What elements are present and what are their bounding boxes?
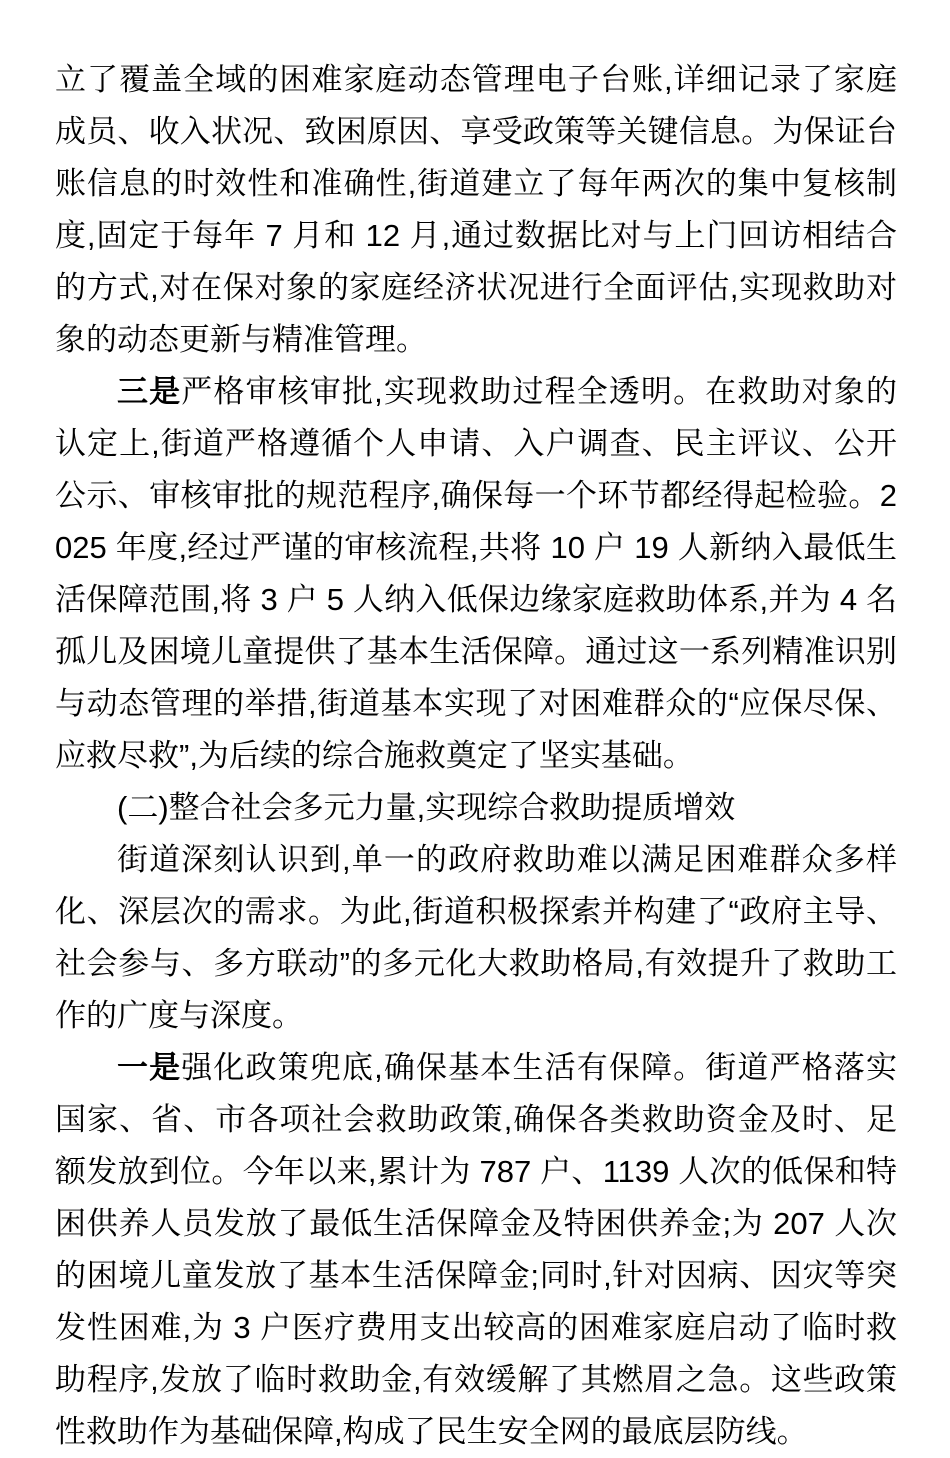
section-heading-two [55, 782, 897, 834]
paragraph-lead-label: 三是 [117, 374, 182, 409]
document-body [55, 54, 897, 1458]
paragraph-text: 强化政策兜底,确保基本生活有保障。街道严格落实国家、省、市各项社会救助政策,确保各类救助资金及时、足额发放到位。今年以来,累计为 787 户、1139 人次的低保和特困供养人员发放了最低生活保障金及特困供养金;为 207 人次的困境儿童发放了基本生活保障金;同时,针对因病、因灾等突发性困难,为 3 户医疗费用支出较高的困难家庭启动了临时救助程序,发放了临时救助金,有效缓解了其燃眉之急。这些政策性救助作为基础保障,构成了民生安全网的最底层防线。 [55, 1050, 897, 1449]
paragraph-policy-backstop [55, 1042, 897, 1458]
paragraph-text: 街道深刻认识到,单一的政府救助难以满足困难群众多样化、深层次的需求。为此,街道积极探索并构建了“政府主导、社会参与、多方联动”的多元化大救助格局,有效提升了救助工作的广度与深度。 [55, 842, 897, 1033]
paragraph-text: 严格审核审批,实现救助过程全透明。在救助对象的认定上,街道严格遵循个人申请、入户调查、民主评议、公开公示、审核审批的规范程序,确保每一个环节都经得起检验。2025 年度,经过严谨的审核流程,共将 10 户 19 人新纳入最低生活保障范围,将 3 户 5 人纳入低保边缘家庭救助体系,并为 4 名孤儿及困境儿童提供了基本生活保障。通过这一系列精准识别与动态管理的举措,街道基本实现了对困难群众的“应保尽保、应救尽救”,为后续的综合施救奠定了坚实基础。 [55, 374, 897, 773]
paragraph-continuation-dynamic-ledger [55, 54, 897, 366]
section-heading-text: (二)整合社会多元力量,实现综合救助提质增效 [117, 790, 736, 825]
paragraph-strict-review-approval [55, 366, 897, 782]
paragraph-lead-label: 一是 [117, 1050, 182, 1085]
paragraph-text: 立了覆盖全域的困难家庭动态管理电子台账,详细记录了家庭成员、收入状况、致困原因、享受政策等关键信息。为保证台账信息的时效性和准确性,街道建立了每年两次的集中复核制度,固定于每年 7 月和 12 月,通过数据比对与上门回访相结合的方式,对在保对象的家庭经济状况进行全面评估,实现救助对象的动态更新与精准管理。 [55, 62, 897, 357]
paragraph-multi-force-integration [55, 834, 897, 1042]
